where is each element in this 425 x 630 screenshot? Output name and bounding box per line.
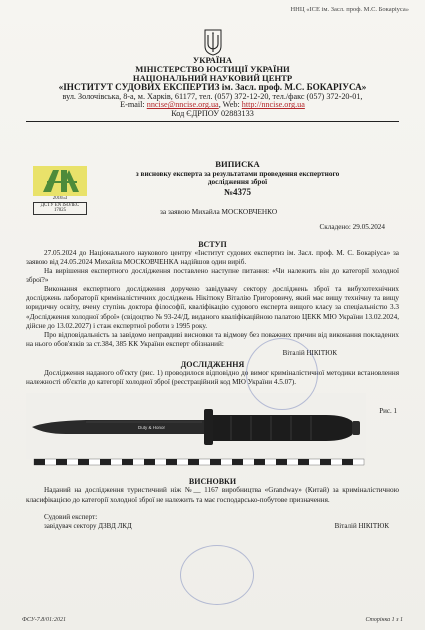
extract-title — [130, 160, 345, 197]
extract-subtitle-2: дослідження зброї — [207, 177, 268, 187]
email-link[interactable]: nncise@nncise.org.ua — [146, 100, 219, 110]
request-line: за заявою Михайла МОСКОВЧЕНКО — [160, 207, 278, 216]
expert-position: завідувач сектору ДЗВД ЛКД — [44, 521, 132, 530]
blade-brand-text: Duty & Honor — [138, 425, 166, 431]
official-stamp — [246, 338, 318, 410]
intro-paragraph-1: 27.05.2024 до Національного наукового центру «Інститут судових експертиз ім. Засл. проф. М. С. Бокаріуса» за заявою від 24.05.2024 Михайла МОСКОВЧЕНКА надійшов один виріб. — [26, 248, 399, 266]
compiled-date: Складено: 29.05.2024 — [319, 223, 385, 231]
knife-photo — [26, 391, 366, 475]
web-link[interactable]: http://nncise.org.ua — [241, 100, 305, 110]
email-label: E-mail: — [120, 100, 145, 110]
intro-signer-name: Віталій НІКІТЮК — [282, 349, 337, 358]
extract-heading: ВИПИСКА — [215, 159, 260, 169]
figure-label: Рис. 1 — [379, 407, 397, 416]
knife-guard — [204, 409, 213, 445]
web-label: , Web: — [218, 100, 240, 110]
form-code: ФСУ-7.8/01:2021 — [22, 617, 66, 623]
research-heading: ДОСЛІДЖЕННЯ — [180, 360, 245, 370]
expert-name: Віталій НІКІТЮК — [334, 521, 389, 530]
official-stamp-2 — [180, 545, 254, 605]
institute-name: «ІНСТИТУТ СУДОВИХ ЕКСПЕРТИЗ ім. Засл. проф. М.С. БОКАРІУСА» — [58, 82, 367, 93]
conclusions-paragraph-1: Наданий на дослідження туристичний ніж №__ 1167 виробництва «Grandway» (Китай) за криміналістичною класифікацією до категорії холодної зброї не належить та має господарсько-побутове призначення. — [26, 486, 399, 504]
edrpou-code: Код ЄДРПОУ 02883133 — [171, 108, 254, 118]
center-name: НАЦІОНАЛЬНИЙ НАУКОВИЙ ЦЕНТР — [132, 73, 293, 84]
intro-signature-row — [26, 349, 399, 360]
ministry-name: МІНІСТЕРСТВО ЮСТИЦІЇ УКРАЇНИ — [135, 64, 290, 75]
intro-paragraph-2: На вирішення експертного дослідження поставлено наступне питання: «Чи належить він до категорії холодної зброї?» — [26, 266, 399, 284]
accreditation-logo — [33, 166, 87, 215]
trident-emblem-icon — [203, 29, 223, 56]
country-name: УКРАЇНА — [192, 55, 233, 65]
accreditation-standard: ДСТУ EN ISO/IEC 17025 — [33, 202, 87, 215]
header-top-right: ННЦ «ІСЕ ім. Засл. проф. М.С. Бокаріуса» — [290, 6, 409, 13]
figure-1 — [26, 391, 399, 475]
measurement-ruler — [34, 459, 364, 465]
accreditation-number: 201653 — [52, 196, 68, 201]
institution-header — [26, 56, 399, 119]
extract-subtitle-1: з висновку експерта за результатами проведення експертного — [135, 168, 340, 178]
conclusions-heading: ВИСНОВКИ — [188, 477, 237, 487]
institute-address: вул. Золочівська, 8-а, м. Харків, 61177, тел. (057) 372-12-20, тел./факс (057) 372-20-01, — [62, 91, 363, 101]
accreditation-mark-icon — [33, 166, 87, 196]
intro-heading: ВСТУП — [198, 239, 227, 249]
intro-paragraph-3: Виконання експертного дослідження доручено завідувачу сектору досліджень зброї та вибухотехнічних досліджень лабораторії криміналістичних досліджень Нікітюку Віталію Григоровичу, який має вищу технічну та вищу юридичну освіту, вчену ступінь доктора філософії, кваліфікацію судового експерта вищого класу за спеціальністю 3.3 «Дослідження холодної зброї» (свідоцтво № 93-24/Д, виданого кваліфікаційною палатою ЦЕКК МЮ України 13.02.2024, дійсне до 13.02.2027) і стаж експертної роботи з 1995 року. — [26, 285, 399, 330]
extract-number: №4375 — [223, 186, 252, 197]
knife-handle — [213, 415, 352, 441]
intro-paragraph-4: Про відповідальність за завідомо неправдиві висновки та відмову без поважних причин від виконання покладених на нього обов'язків за ст.384, 385 КК України експерт обізнаний: — [26, 330, 399, 348]
research-paragraph-1: Дослідження наданого об'єкту (рис. 1) проводилося відповідно до вимог криміналістичної методики встановлення належності об'єктів до категорії холодної зброї (реєстраційний код МЮ України 4.5.07). — [26, 369, 399, 387]
final-signature-row — [26, 522, 399, 533]
page-counter: Сторінка 1 з 1 — [365, 617, 403, 623]
expert-role: Судовий експерт: — [44, 512, 98, 521]
